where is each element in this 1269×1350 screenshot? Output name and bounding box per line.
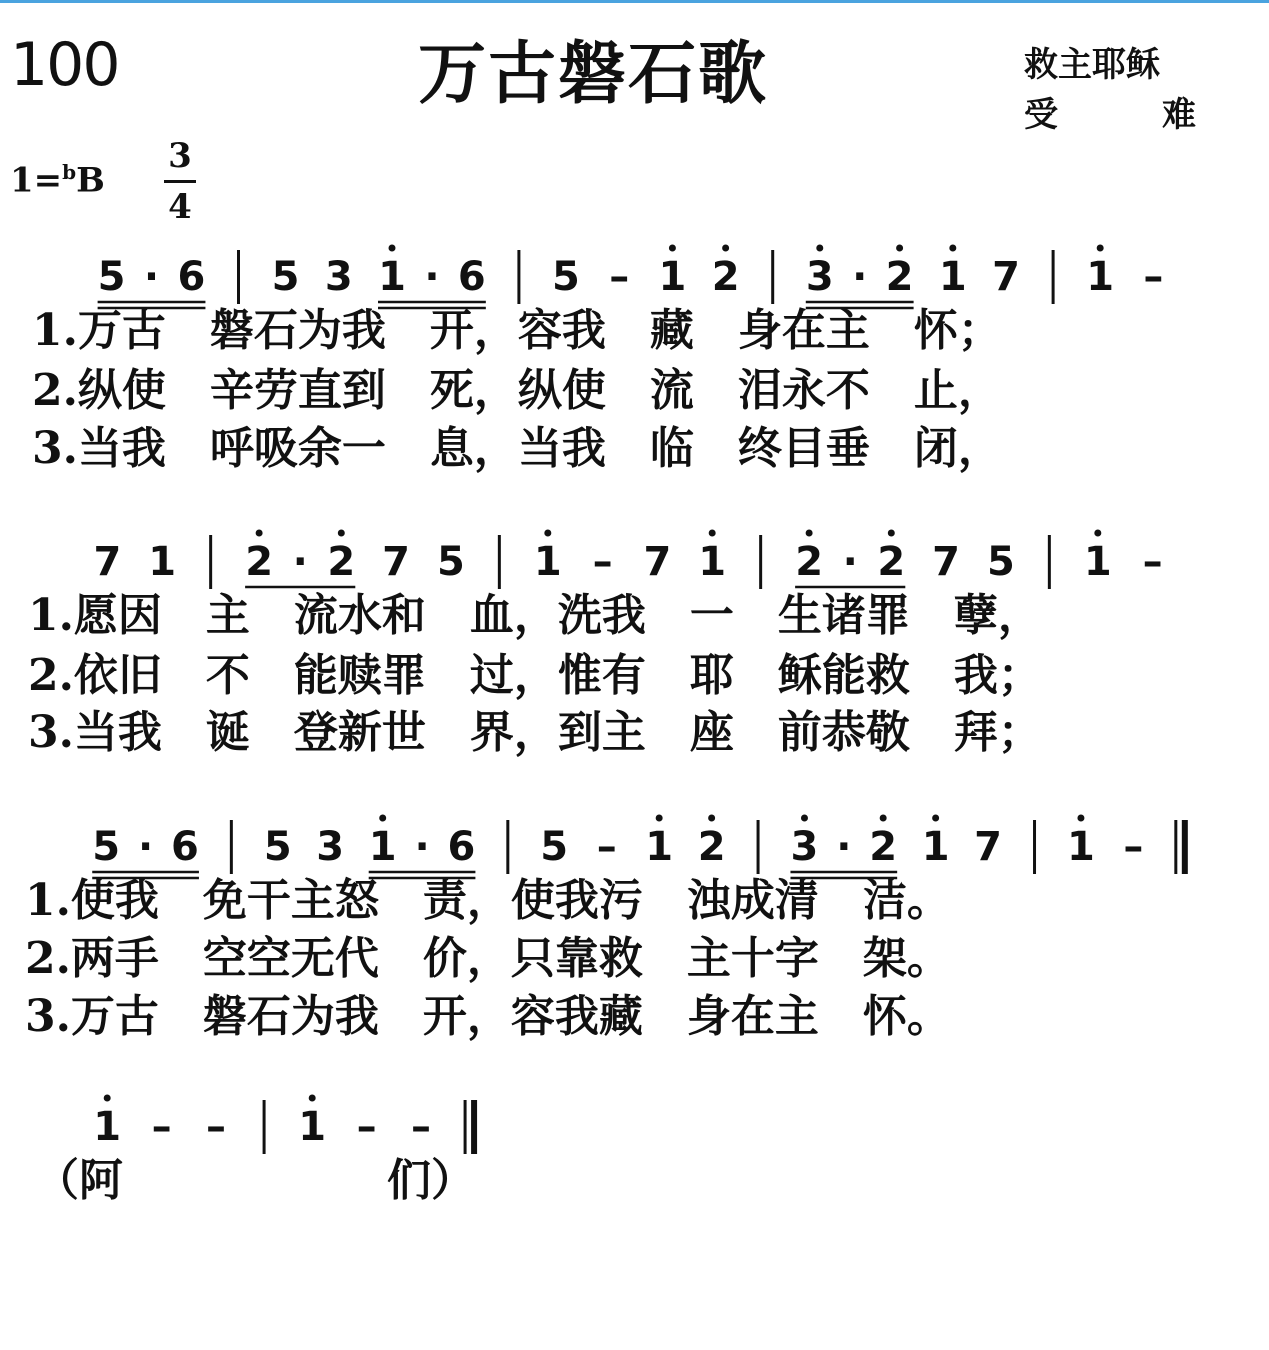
dash-note: – xyxy=(1143,254,1164,300)
octave-dot xyxy=(816,245,823,252)
octave-dot xyxy=(389,245,396,252)
note: 6 xyxy=(171,824,199,870)
dash-note: – xyxy=(1123,824,1144,870)
note: 2 xyxy=(877,539,906,585)
note: 3 xyxy=(324,254,353,300)
hymn-title: 万古磐石歌 xyxy=(418,34,769,114)
augmentation-dot: · xyxy=(424,254,440,300)
note: 1 xyxy=(698,539,727,585)
octave-dot xyxy=(544,530,551,537)
dash-note: – xyxy=(1142,539,1163,585)
note: 2 xyxy=(885,254,914,300)
lyric-line: 3.当我 呼吸余一 息，当我 临 终目垂 闭， xyxy=(32,423,1002,474)
augmentation-dot: · xyxy=(137,824,154,870)
note: 3 xyxy=(805,254,834,300)
dash-note: – xyxy=(609,254,630,300)
octave-dot xyxy=(1097,245,1104,252)
note: 1 xyxy=(645,824,674,870)
note: 3 xyxy=(790,824,819,870)
note: 2 xyxy=(711,254,740,300)
octave-dot xyxy=(379,815,386,822)
octave-dot xyxy=(669,245,676,252)
note: 5 xyxy=(97,254,126,300)
octave-dot xyxy=(256,530,263,537)
note: 1 xyxy=(658,254,687,300)
lyric-line: 2.依旧 不 能赎罪 过，惟有 耶 稣能救 我； xyxy=(28,650,1042,701)
octave-dot xyxy=(309,1095,316,1102)
note: 5 xyxy=(92,824,121,870)
note: 1 xyxy=(1086,254,1115,300)
note: 7 xyxy=(974,824,1003,870)
note: 7 xyxy=(643,539,672,585)
note: 5 xyxy=(986,539,1015,585)
octave-dot xyxy=(709,530,716,537)
lyric-line: 3.当我 诞 登新世 界，到主 座 前恭敬 拜； xyxy=(28,707,1042,758)
dash-note: – xyxy=(596,824,617,870)
octave-dot xyxy=(801,815,808,822)
octave-dot xyxy=(880,815,887,822)
note: 5 xyxy=(263,824,292,870)
note: 1 xyxy=(533,539,562,585)
lyric-line: 2.纵使 辛劳直到 死，纵使 流 泪永不 止， xyxy=(32,365,1002,416)
note: 5 xyxy=(271,254,300,300)
lyric-line: 1.愿因 主 流水和 血，洗我 一 生诸罪 孽， xyxy=(28,590,1042,641)
note: 2 xyxy=(697,824,726,870)
note: 2 xyxy=(245,539,274,585)
octave-dot xyxy=(896,245,903,252)
dash-note: – xyxy=(592,539,613,585)
dash-note: – xyxy=(410,1104,431,1150)
key-label: 1= xyxy=(10,160,63,201)
augmentation-dot: · xyxy=(414,824,430,870)
octave-dot xyxy=(888,530,895,537)
octave-dot xyxy=(932,815,939,822)
note: 5 xyxy=(552,254,580,300)
lyric-line: 3.万古 磐石为我 开，容我藏 身在主 怀。 xyxy=(25,991,951,1042)
note: 7 xyxy=(932,539,961,585)
note: 1 xyxy=(938,254,967,300)
augmentation-dot: · xyxy=(143,254,160,300)
note: 6 xyxy=(447,824,476,870)
note: 1 xyxy=(368,824,397,870)
hymn-number: 100 xyxy=(10,30,119,100)
note: 1 xyxy=(1067,824,1095,870)
octave-dot xyxy=(722,245,729,252)
augmentation-dot: · xyxy=(852,254,868,300)
note: 1 xyxy=(921,824,950,870)
note: 3 xyxy=(316,824,345,870)
note: 5 xyxy=(540,824,569,870)
octave-dot xyxy=(1077,815,1084,822)
note: 2 xyxy=(327,539,356,585)
note: 2 xyxy=(869,824,898,870)
note: 5 xyxy=(436,539,465,585)
note: 2 xyxy=(795,539,824,585)
octave-dot xyxy=(656,815,663,822)
note: 6 xyxy=(177,254,206,300)
augmentation-dot: · xyxy=(842,539,858,585)
octave-dot xyxy=(708,815,715,822)
topic-line-2-a: 受 xyxy=(1024,95,1058,135)
lyric-line: 1.万古 磐石为我 开，容我 藏 身在主 怀； xyxy=(32,305,1002,356)
topic-line-2-b: 难 xyxy=(1162,95,1196,135)
octave-dot xyxy=(1094,530,1101,537)
note: 1 xyxy=(93,1104,122,1150)
topic-line-1: 救主耶稣 xyxy=(1024,45,1160,85)
augmentation-dot: · xyxy=(836,824,852,870)
dash-note: – xyxy=(151,1104,172,1150)
note: 7 xyxy=(992,254,1020,300)
octave-dot xyxy=(104,1095,111,1102)
lyric-line: 2.两手 空空无代 价，只靠救 主十字 架。 xyxy=(25,933,951,984)
key-note: B xyxy=(76,160,105,201)
double-barline-thick xyxy=(1182,820,1188,874)
note: 1 xyxy=(378,254,406,300)
lyric-line: 1.使我 免干主怒 责，使我污 浊成清 洁。 xyxy=(25,875,951,926)
dash-note: – xyxy=(205,1104,226,1150)
time-top: 3 xyxy=(168,136,192,176)
note: 7 xyxy=(382,539,411,585)
octave-dot xyxy=(338,530,345,537)
augmentation-dot: · xyxy=(292,539,308,585)
time-bottom: 4 xyxy=(168,187,192,227)
dash-note: – xyxy=(356,1104,377,1150)
note: 1 xyxy=(148,539,177,585)
key-flat: b xyxy=(62,160,77,184)
note: 7 xyxy=(93,539,122,585)
note: 6 xyxy=(457,254,486,300)
note: 1 xyxy=(1083,539,1112,585)
note: 1 xyxy=(298,1104,327,1150)
lyric-line: （阿 们） xyxy=(35,1155,475,1206)
octave-dot xyxy=(949,245,956,252)
octave-dot xyxy=(806,530,813,537)
